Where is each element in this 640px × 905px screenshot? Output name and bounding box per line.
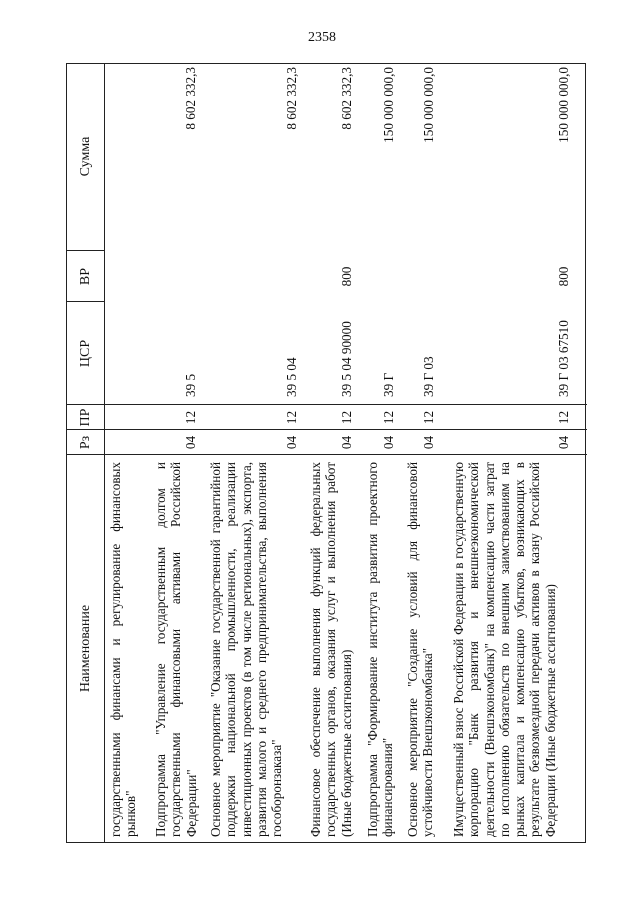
page-number: 2358 (308, 30, 336, 45)
row-name: Финансовое обеспечение выполнения функций федеральных государственных органов, оказания услуг и выполнения работ (Иные бюджетные ассигнования) (308, 462, 354, 837)
row-name: Основное мероприятие "Оказание государственной гарантийной поддержки национальной промышленности, реализации инвестиционных проектов (в том числе региональных), экспорта, развития малого и среднего предпринимательства, выполнения гособоронзаказа" (208, 462, 285, 837)
row-name: государственными финансами и регулирование финансовых рынков" (108, 462, 139, 837)
header-divider (104, 64, 105, 842)
budget-table (66, 63, 586, 843)
col-divider (67, 454, 587, 455)
row-rz: 04 (183, 435, 198, 450)
row-name: Подпрограмма "Формирование института развития проектного финансирования" (365, 462, 396, 837)
row-sum: 8 602 332,3 (339, 67, 354, 130)
row-sum: 8 602 332,3 (183, 67, 198, 130)
row-rz: 04 (284, 435, 299, 450)
row-rz: 04 (339, 435, 354, 450)
header-name: Наименование (78, 604, 93, 693)
row-rz: 04 (381, 435, 396, 450)
header-pr: ПР (78, 408, 93, 427)
row-csr: 39 Г 03 67510 (556, 320, 571, 397)
row-name: Имущественный взнос Российской Федерации в государственную корпорацию "Банк развития и внешнеэкономической деятельности (Внешэкономбанк)" на компенсацию части затрат по исполнению обязательств по внешним заимствованиям на рынках капитала и компенсацию убытков, возникающих в результате безвозмездной передачи активов в казну Российской Федерации (Иные бюджетные ассигнования) (451, 462, 558, 837)
header-rz: Рз (78, 435, 93, 450)
row-vr: 800 (556, 266, 571, 287)
row-pr: 12 (556, 410, 571, 425)
col-divider (67, 404, 587, 405)
header-vr: ВР (78, 267, 93, 286)
col-divider (67, 429, 587, 430)
row-csr: 39 5 04 (284, 357, 299, 397)
row-pr: 12 (381, 410, 396, 425)
header-sum: Сумма (78, 136, 93, 177)
header-csr: ЦСР (78, 339, 93, 368)
row-csr: 39 5 04 90000 (339, 321, 354, 397)
row-pr: 12 (421, 410, 436, 425)
row-csr: 39 5 (183, 373, 198, 397)
row-name: Основное мероприятие "Создание условий для финансовой устойчивости Внешэкономбанка" (405, 462, 436, 837)
row-sum: 150 000 000,0 (381, 67, 396, 143)
row-vr: 800 (339, 266, 354, 287)
row-csr: 39 Г 03 (421, 356, 436, 397)
row-sum: 150 000 000,0 (421, 67, 436, 143)
row-pr: 12 (183, 410, 198, 425)
row-rz: 04 (421, 435, 436, 450)
row-sum: 8 602 332,3 (284, 67, 299, 130)
row-name: Подпрограмма "Управление государственным долгом и государственными финансовыми активами Российской Федерации" (153, 462, 199, 837)
row-rz: 04 (556, 435, 571, 450)
row-sum: 150 000 000,0 (556, 67, 571, 143)
row-csr: 39 Г (381, 372, 396, 397)
row-pr: 12 (284, 410, 299, 425)
row-pr: 12 (339, 410, 354, 425)
